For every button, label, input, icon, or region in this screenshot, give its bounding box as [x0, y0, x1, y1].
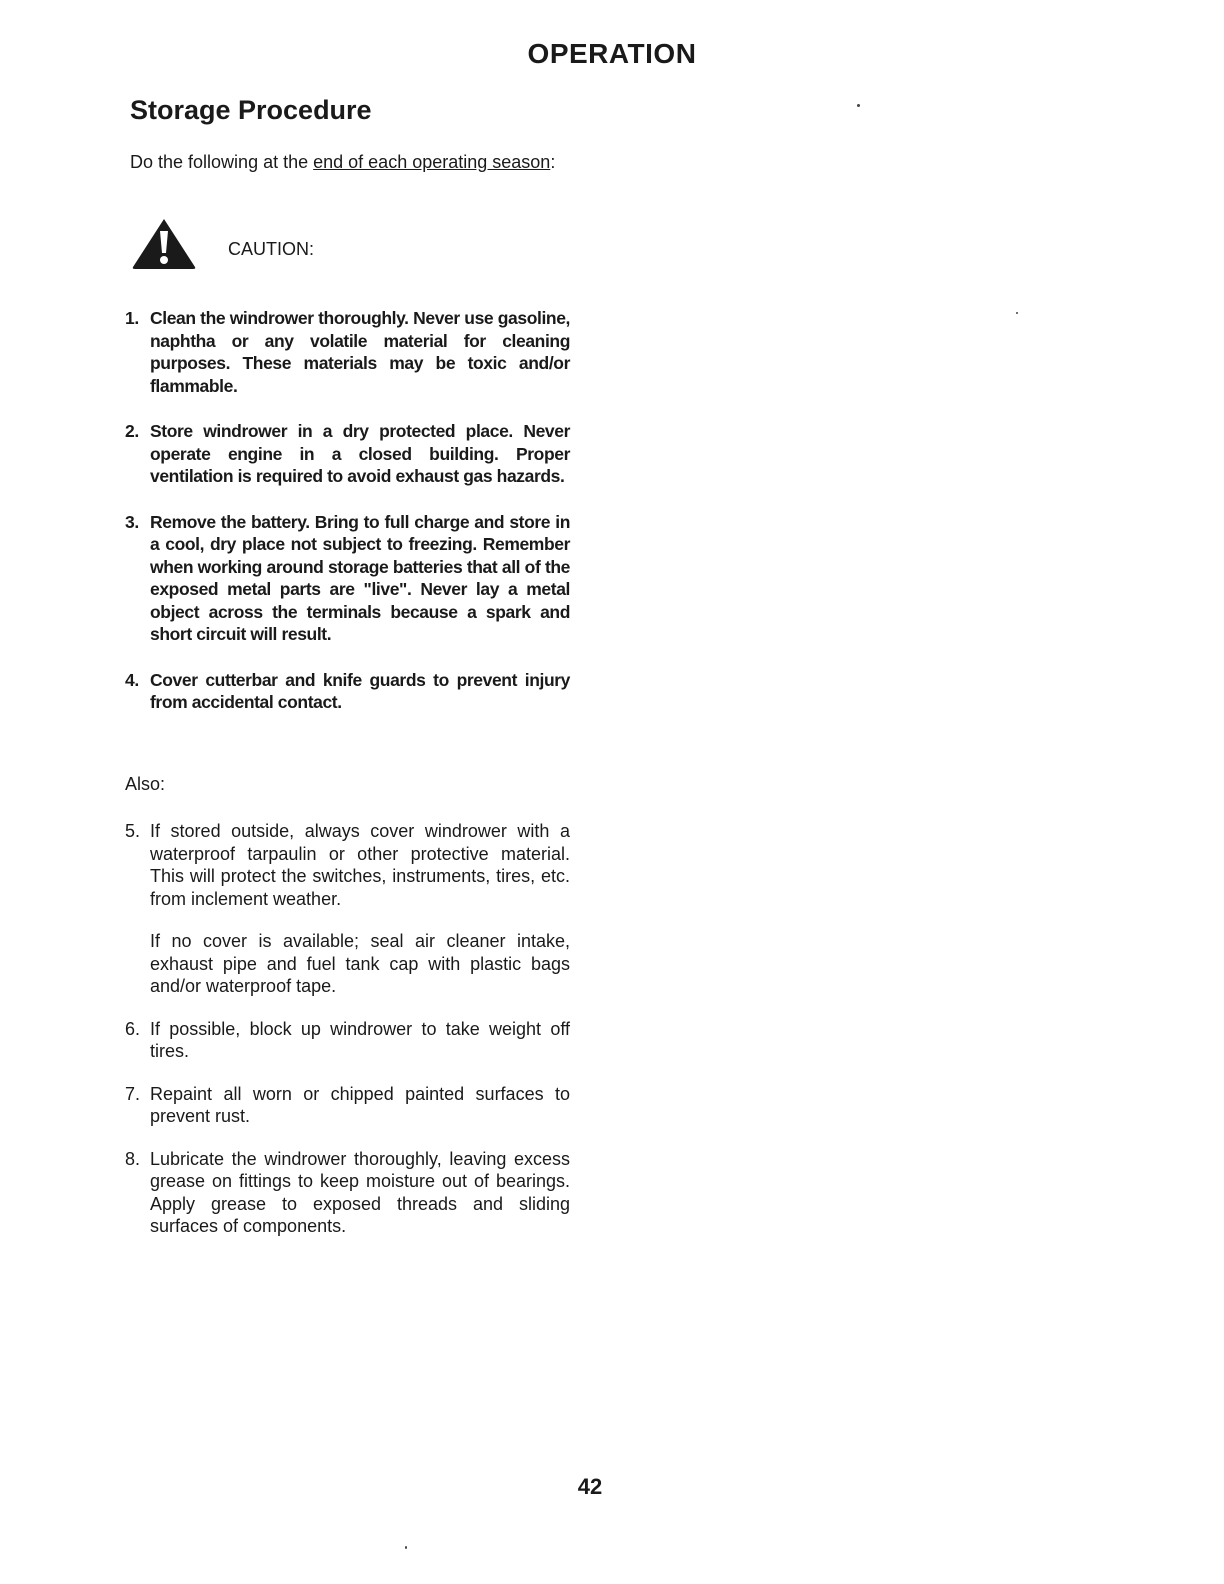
item-text: Lubricate the windrower thoroughly, leaving excess grease on fittings to keep moisture out of bearings. Apply grease to exposed threads and sliding surfaces of components.	[150, 1148, 570, 1236]
list-item	[125, 820, 570, 998]
scan-speck	[1016, 312, 1018, 314]
intro-paragraph	[130, 151, 570, 173]
item-number: 3.	[125, 511, 139, 532]
item-number: 4.	[125, 669, 139, 690]
item-extra-text: If no cover is available; seal air cleaner intake, exhaust pipe and fuel tank cap with plastic bags and/or waterproof tape.	[150, 931, 570, 996]
item-number: 5.	[125, 821, 141, 841]
also-label: Also:	[125, 774, 166, 794]
item-text: Remove the battery. Bring to full charge and store in a cool, dry place not subject to freezing. Remember when working around storage batteries that all of the exposed metal parts are "live". Never lay a metal object across the terminals because a spark and short circuit will result.	[150, 511, 570, 644]
list-item	[125, 420, 570, 488]
list-item	[125, 669, 570, 714]
caution-block	[130, 215, 570, 271]
intro-text: Do the following at the	[130, 152, 314, 172]
intro-underlined: end of each operating season	[313, 152, 551, 172]
list-item	[125, 1018, 570, 1063]
item-number: 6.	[125, 1018, 141, 1039]
caution-list	[125, 307, 570, 714]
list-item	[125, 307, 570, 397]
item-text: If possible, block up windrower to take weight off tires.	[150, 1018, 570, 1061]
item-number: 8.	[125, 1148, 141, 1169]
item-number: 1.	[125, 308, 139, 328]
page-title: Storage Procedure	[130, 95, 372, 125]
item-number: 7.	[125, 1083, 141, 1104]
also-list	[125, 820, 570, 1238]
item-text: If stored outside, always cover windrower with a waterproof tarpaulin or other protective material. This will protect the switches, instruments, tires, etc. from inclement weather.	[150, 821, 570, 909]
scan-speck	[857, 104, 860, 107]
intro-colon: :	[550, 152, 556, 172]
item-text: Cover cutterbar and knife guards to prevent injury from accidental contact.	[150, 669, 570, 712]
list-item	[125, 1148, 570, 1238]
item-text: Repaint all worn or chipped painted surfaces to prevent rust.	[150, 1083, 570, 1126]
warning-triangle-icon	[130, 215, 198, 271]
caution-label: CAUTION:	[228, 239, 315, 259]
item-text: Store windrower in a dry protected place. Never operate engine in a closed building. Proper ventilation is required to avoid exhaust gas hazards.	[150, 421, 570, 486]
page-number: 42	[577, 1474, 603, 1499]
list-item	[125, 511, 570, 646]
item-number: 2.	[125, 421, 139, 441]
list-item	[125, 1083, 570, 1128]
section-header: OPERATION	[527, 38, 697, 69]
item-text: Clean the windrower thoroughly. Never use gasoline, naphtha or any volatile material for cleaning purposes. These materials may be toxic and/or flammable.	[150, 308, 570, 396]
scan-speck	[405, 1546, 407, 1549]
